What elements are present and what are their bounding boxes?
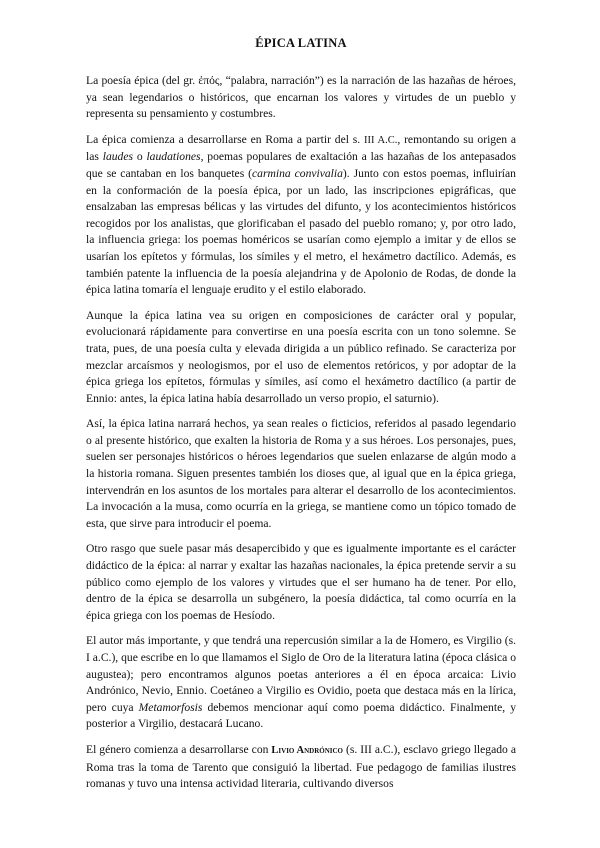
p2-text-c: o: [133, 150, 147, 164]
document-page: [86, 36, 516, 802]
greek-word: ἐπός: [198, 74, 220, 87]
paragraph-authors: [86, 633, 516, 733]
term-carmina: carmina convivalia: [252, 166, 343, 180]
p6-text-a: El autor más importante, y que tendrá una repercusión similar a la de Homero, es Virgilio (s. I a.C.), que escribe en lo que llamamos el Siglo de Oro de la literatura latina (época clásica o augustea); pero encontramos algunos poetas anteriores a él en época arcaica: Livio Andrónico, Nevio, Ennio. Coetáneo a Virgilio es Ovidio, poeta que destaca más en la lírica, pero cuya: [86, 634, 516, 714]
p7-text-b: (s. III a.C.), esclavo griego llegado a Roma tras la toma de Tarento que consiguió la libertad. Fue pedagogo de familias ilustres romanas y tuvo una intensa actividad literaria, cultivando diversos: [86, 742, 516, 791]
century-label: III A.C.: [364, 134, 398, 146]
p2-text-b: , remontando su origen a las: [86, 132, 516, 164]
term-laudationes: laudationes: [146, 150, 201, 164]
p2-text-d: , poemas populares de exaltación a las hazañas de los antepasados que se cantaban en los banquetes (: [86, 150, 517, 180]
author-livio: Livio Andrónico: [271, 744, 343, 756]
paragraph-origins: [86, 132, 516, 299]
paragraph-definition: [86, 73, 516, 123]
work-metamorfosis: Metamorfosis: [138, 700, 203, 714]
paragraph-livio: [86, 742, 516, 793]
p2-text-e: ). Junto con estos poemas, influirían en la conformación de la poesía épica, por un lado, las inscripciones epigráficas, que ensalzaban las empresas bélicas y las virtudes del difunto, y los acontecimientos históricos recogidos por los analistas, que glorificaban el pasado del pueblo romano; y, por otro lado, la influencia griega: los poemas homéricos se usarían como ejemplo a imitar y de ellos se usarían los epítetos y fórmulas, los símiles y el metro, el hexámetro dactílico. Además, es también patente la influencia de la poesía alejandrina y de Apolonio de Rodas, de donde la épica latina tomaría el lenguaje erudito y el estilo elaborado.: [86, 166, 516, 297]
paragraph-themes: Así, la épica latina narrará hechos, ya sean reales o ficticios, referidos al pasado legendario o al presente histórico, que exalten la historia de Roma y a sus héroes. Los personajes, pues, suelen ser personajes históricos o héroes legendarios que suelen enlazarse de algún modo a la historia romana. Siguen presentes también los dioses que, al igual que en la épica griega, intervendrán en los asuntos de los mortales para alterar el desarrollo de los acontecimientos. La invocación a la musa, como ocurría en la griega, se mantiene como un tópico tomado de esta, que sirve para introducir el poema.: [86, 417, 516, 530]
paragraph-evolution: Aunque la épica latina vea su origen en composiciones de carácter oral y popular, evolucionará rápidamente para convertirse en una poesía escrita con un tono solemne. Se trata, pues, de una poesía culta y elevada dirigida a un público refinado. Se caracteriza por mezclar arcaísmos y neologismos, por el uso de elementos retóricos, y por adoptar de la épica griega los epítetos, fórmulas y símiles, así como el hexámetro dactílico (a partir de Ennio: antes, la épica latina había desarrollado un verso propio, el saturnio).: [86, 308, 516, 405]
p1-text-a: La poesía épica (del gr.: [86, 74, 199, 87]
term-laudes: laudes: [102, 150, 133, 164]
paragraph-didactic: Otro rasgo que suele pasar más desapercibido y que es igualmente importante es el carácter didáctico de la épica: al narrar y exaltar las hazañas nacionales, la épica pretende servir a su público como ejemplo de los valores y virtudes que el ser humano ha de tener. Por ello, dentro de la épica se desarrolla un subgénero, la poesía didáctica, tal como ocurría en la épica griega con los poemas de Hesíodo.: [86, 542, 516, 622]
p6-text-b: debemos mencionar aquí como poema didáctico. Finalmente, y posterior a Virgilio, destacará Lucano.: [86, 700, 516, 731]
p2-text-a: La épica comienza a desarrollarse en Roma a partir del s.: [86, 132, 365, 146]
p1-text-b: , “palabra, narración”) es la narración de las hazañas de héroes, ya sean legendarios o históricos, que encarnan los valores y virtudes de un pueblo y representa su pensamiento y costumbres.: [86, 74, 516, 121]
p7-text-a: El género comienza a desarrollarse con: [86, 742, 272, 756]
document-title: ÉPICA LATINA: [255, 36, 347, 50]
